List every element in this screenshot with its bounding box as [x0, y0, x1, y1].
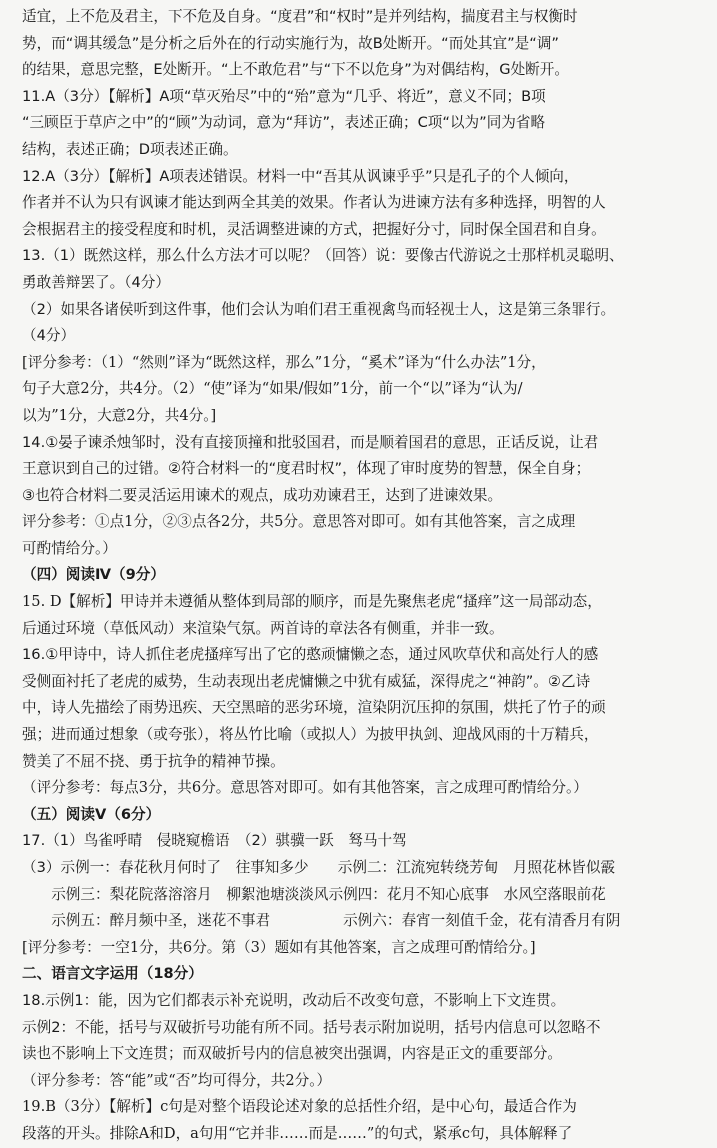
text-line: 示例三：梨花院落溶溶月 柳絮池塘淡淡风示例四：花月不知心底事 水风空落眼前花 [22, 885, 606, 903]
text-line: （评分参考：答“能”或“否”均可得分，共2分。） [22, 1071, 332, 1089]
text-line: （3）示例一：春花秋月何时了 往事知多少 示例二：江流宛转绕芳甸 月照花林皆似霰 [22, 859, 616, 876]
text-line: 11.A（3分）【解析】A项“草灭殆尽”中的“殆”意为“几乎、将近”，意义不同；B项 [22, 87, 546, 105]
text-line: 14.①晏子谏杀烛邹时，没有直接顶撞和批驳国君，而是顺着国君的意思，正话反说，让君 [22, 433, 599, 451]
text-line: 以为”1分，大意2分，共4分。] [22, 406, 217, 424]
text-line: 势，而“调其缓急”是分析之后外在的行动实施行为，故B处断开。“而处其宜”是“调” [22, 34, 559, 52]
text-line: 勇敢善辩罢了。（4分） [22, 273, 170, 291]
text-line: 15. D【解析】甲诗并未遵循从整体到局部的顺序，而是先聚焦老虎“搔痒”这一局部动态， [22, 593, 602, 611]
text-line: 赞美了不屈不挠、勇于抗争的精神节操。 [22, 752, 285, 770]
text-line: 受侧面衬托了老虎的威势，生动表现出老虎慵懒之中犹有威猛，深得虎之“神韵”。②乙诗 [22, 672, 591, 690]
text-line: 17.（1）鸟雀呼晴 侵晓窥檐语 （2）骐骥一跃 驽马十驾 [22, 832, 407, 850]
text-line: 12.A（3分）【解析】A项表述错误。材料一中“吾其从讽谏乎乎”只是孔子的个人倾向， [22, 167, 579, 185]
text-line: 强；进而通过想象（或夸张），将丛竹比喻（或拟人）为披甲执剑、迎战风雨的十万精兵， [22, 726, 599, 744]
text-line: 19.B（3分）【解析】c句是对整个语段论述对象的总括性介绍，是中心句，最适合作为 [22, 1098, 577, 1116]
text-line: 评分参考：①点1分，②③点各2分，共5分。意思答对即可。如有其他答案，言之成理 [22, 513, 576, 531]
text-line: “三顾臣于草庐之中”的“顾”为动词，意为“拜访”，表述正确；C项“以为”同为省略 [22, 114, 546, 132]
text-line: 的结果，意思完整，E处断开。“上不敢危君”与“下不以危身”为对偶结构，G处断开。 [22, 61, 569, 79]
text-line: 适宜，上不危及君主，下不危及自身。“度君”和“权时”是并列结构，揣度君主与权衡时 [22, 8, 578, 25]
text-line: 中，诗人先描绘了雨势迅疾、天空黑暗的恶劣环境，渲染阴沉压抑的氛围，烘托了竹子的顽 [22, 699, 606, 717]
text-line: ③也符合材料二要灵活运用谏术的观点，成功劝谏君王，达到了进谏效果。 [22, 486, 503, 504]
text-line: 作者并不认为只有讽谏才能达到两全其美的效果。作者认为进谏方法有多种选择，明智的人 [22, 194, 606, 212]
text-line: 结构，表述正确；D项表述正确。 [22, 140, 238, 158]
text-line: [评分参考：一空1分，共6分。第（3）题如有其他答案，言之成理可酌情给分。] [22, 938, 536, 956]
text-line: （2）如果各诸侯听到这件事，他们会认为咱们君王重视禽鸟而轻视士人，这是第三条罪行。 [22, 300, 616, 318]
section-heading: 二、语言文字运用（18分） [22, 965, 203, 983]
text-line: [评分参考：（1）“然则”译为“既然这样，那么”1分，“奚术”译为“什么办法”1分， [22, 353, 546, 371]
text-line: 13.（1）既然这样，那么什么方法才可以呢？（回答）说：要像古代游说之士那样机灵聪明、 [22, 247, 624, 265]
text-line: （评分参考：每点3分，共6分。意思答对即可。如有其他答案，言之成理可酌情给分。） [22, 779, 588, 797]
text-line: 后通过环境（草低风动）来渲染气氛。两首诗的章法各有侧重，并非一致。 [22, 619, 504, 637]
text-line: 示例五：醉月频中圣，迷花不事君 示例六：春宵一刻值千金，花有清香月有阴 [22, 912, 621, 930]
text-line: 可酌情给分。） [22, 539, 117, 557]
section-heading: （四）阅读Ⅳ（9分） [22, 566, 165, 584]
section-heading: （五）阅读Ⅴ（6分） [22, 805, 161, 823]
text-line: 16.①甲诗中，诗人抓住老虎搔痒写出了它的憨顽慵懒之态，通过风吹草伏和高处行人的感 [22, 646, 599, 664]
text-line: 句子大意2分，共4分。（2）“使”译为“如果/假如”1分，前一个“以”译为“认为/ [22, 380, 523, 398]
text-line: （4分） [22, 327, 76, 345]
text-line: 王意识到自己的过错。②符合材料一的“度君时权”，体现了审时度势的智慧，保全自身； [22, 460, 591, 478]
text-line: 18.示例1：能，因为它们都表示补充说明，改动后不改变句意，不影响上下文连贯。 [22, 991, 566, 1009]
text-line: 段落的开头。排除A和D，a句用“它并非……而是……”的句式，紧承c句，具体解释了 [22, 1124, 573, 1142]
text-line: 会根据君主的接受程度和时机，灵活调整进谏的方式，把握好分寸，同时保全国君和自身。 [22, 220, 606, 238]
text-line: 示例2：不能，括号与双破折号功能有所不同。括号表示附加说明，括号内信息可以忽略不 [22, 1018, 601, 1036]
text-line: 读也不影响上下文连贯；而双破折号内的信息被突出强调，内容是正文的重要部分。 [22, 1045, 562, 1063]
